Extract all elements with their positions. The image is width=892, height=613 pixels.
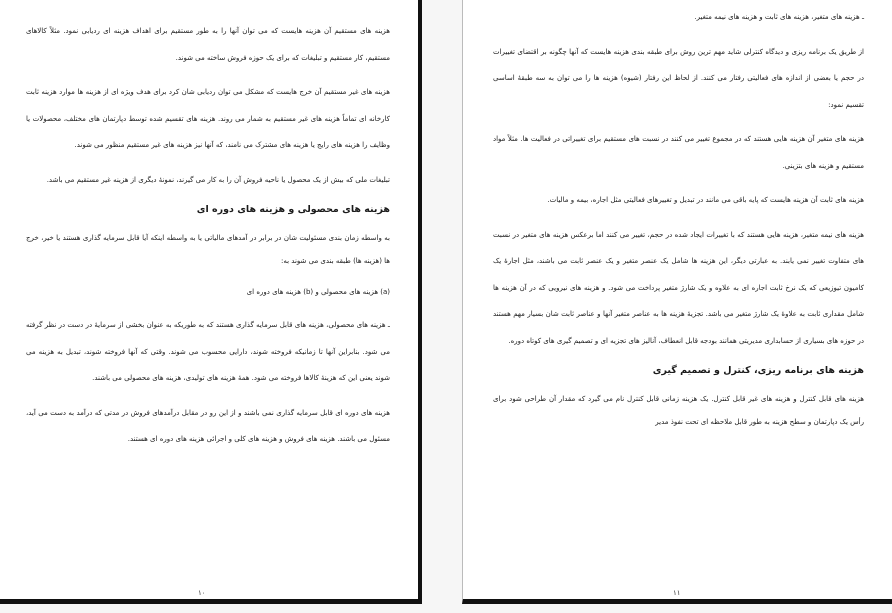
- page-right-body: [493, 4, 864, 442]
- paragraph: از طریق یک برنامه ریزی و دیدگاه کنترلی شاید مهم ترین روش برای طبقه بندی هزینه هایست که آنها چگونه بر اقتضای تغییرات در حجم یا بعضی از اندازه های فعالیتی رفتار می کنند. از لحاظ این رفتار (شیوه) هزینه ها را می توان به سه طبقهٔ اساسی تقسیم نمود:: [493, 47, 864, 109]
- paragraph: هزینه های متغیر آن هزینه هایی هستند که در مجموع تغییر می کنند در نسبت های مستقیم برای تغییراتی در فعالیت ها. مثلاً مواد مستقیم و هزینه های بتزینی.: [493, 135, 864, 170]
- paragraph: هزینه های نیمه متغیر، هزینه هایی هستند که با تغییرات ایجاد شده در حجم، تغییر می کنند اما برعکس هزینه های متغیر در نسبت های متفاوت تغییر نمی یابند. به عبارتی دیگر، این هزینه ها شامل یک عنصر متغیر و یک عنصر ثابت می باشند، مثل اجارهٔ یک کامیون تیوزیعی که یک نرخ ثابت اجاره ای به علاوه و یک شارژ متغیر پرداخت می شود. و هزینه های نیرویی که در آن هزینه ها شامل مقداری ثابت به علاوهٔ یک شارژ متغیر می باشد. تجزیهٔ هزینه ها به عناصر متغیر آنها و عناصر ثابت شان بسیار مهم هستند در حوزه های بسیاری از حسابداری مدیریتی همانند بودجه قابل انعطاف، آنالیز های تجزیه ای و تصمیم گیری های کوتاه دوره.: [493, 230, 864, 345]
- document-page-right: [462, 0, 892, 604]
- paragraph: هزینه های ثابت آن هزینه هایست که پایه باقی می مانند در تبدیل و تغییرهای فعالیتی مثل اجاره، بیمه و مالیات.: [547, 196, 864, 204]
- paragraph: تبلیغات ملی که بیش از یک محصول یا ناحیه فروش آن را به کار می گیرند، نمونهٔ دیگری از هزینه غیر مستقیم می باشد.: [46, 175, 390, 184]
- paragraph: هزینه های قابل کنترل و هزینه های غیر قابل کنترل. یک هزینه زمانی قابل کنترل نام می گیرد که مقدار آن طراحی شود برای رأس یک دپارتمان و سطح هزینه به طور قابل ملاحظه ای تحت نفوذ مدیر: [493, 395, 864, 426]
- page-gutter: [424, 0, 462, 613]
- page-number: ۱۰: [198, 589, 206, 597]
- page-left-body: [26, 18, 390, 461]
- paragraph: ـ هزینه های متغیر، هزینه های ثابت و هزینه های نیمه متغیر.: [694, 13, 864, 21]
- paragraph: به واسطه زمان بندی مسئولیت شان در برابر در آمدهای مالیاتی یا به واسطه اینکه آیا قابل سرمایه گذاری هستند یا خیر، خرج ها (هزینه ها) طبقه بندی می شوند به:: [26, 234, 390, 265]
- paragraph: هزینه های دوره ای قابل سرمایه گذاری نمی باشند و از این رو در مقابل درآمدهای فروش در مدتی که درآمد به دست می آید، مسئول می باشند. هزینه های فروش و هزینه های کلی و اجرائی هزینه های دوره ای هستند.: [26, 408, 390, 443]
- list-line: (a) هزینه های محصولی و (b) هزینه های دوره ای: [246, 288, 390, 296]
- paragraph: هزینه های مستقیم آن هزینه هایست که می توان آنها را به طور مستقیم برای اهداف هزینه ای ردیابی نمود. مثلاً کالاهای مستقیم، کار مستقیم و تبلیغات که برای یک حوزه فروش ساخته می شوند.: [26, 27, 390, 62]
- paragraph: ـ هزینه های محصولی، هزینه های قابل سرمایه گذاری هستند که به طوریکه به عنوان بخشی از سرمایهٔ در دست در نظر گرفته می شود. بنابراین آنها تا زمانیکه فروخته شوند، دارایی محسوب می شوند. وقتی که آنها فروخته شوند، تبدیل به هزینه می شوند یعنی این که هزینهٔ کالاها فروخته می شود. همهٔ هزینه های تولیدی، هزینه های محصولی می باشند.: [26, 321, 390, 382]
- document-page-left: [0, 0, 422, 604]
- section-heading: هزینه های محصولی و هزینه های دوره ای: [196, 204, 390, 215]
- paragraph: هزینه های غیر مستقیم آن خرج هایست که مشکل می توان ردیابی شان کرد برای هدف ویژه ای از هزینه ها موارد هزینه ثابت کارخانه ای تماماً هزینه های غیر مستقیم به شمار می روند. هزینه های تقسیم شده توسط دپارتمان های مختلف، محصولات یا وظایف را هزینه های رایج یا هزینه های مشترک می نامند، که آنها نیز هزینه های غیر مستقیم منظور می شوند.: [26, 88, 390, 149]
- section-heading: هزینه های برنامه ریزی، کنترل و تصمیم گیری: [652, 365, 864, 376]
- page-number: ۱۱: [673, 589, 681, 597]
